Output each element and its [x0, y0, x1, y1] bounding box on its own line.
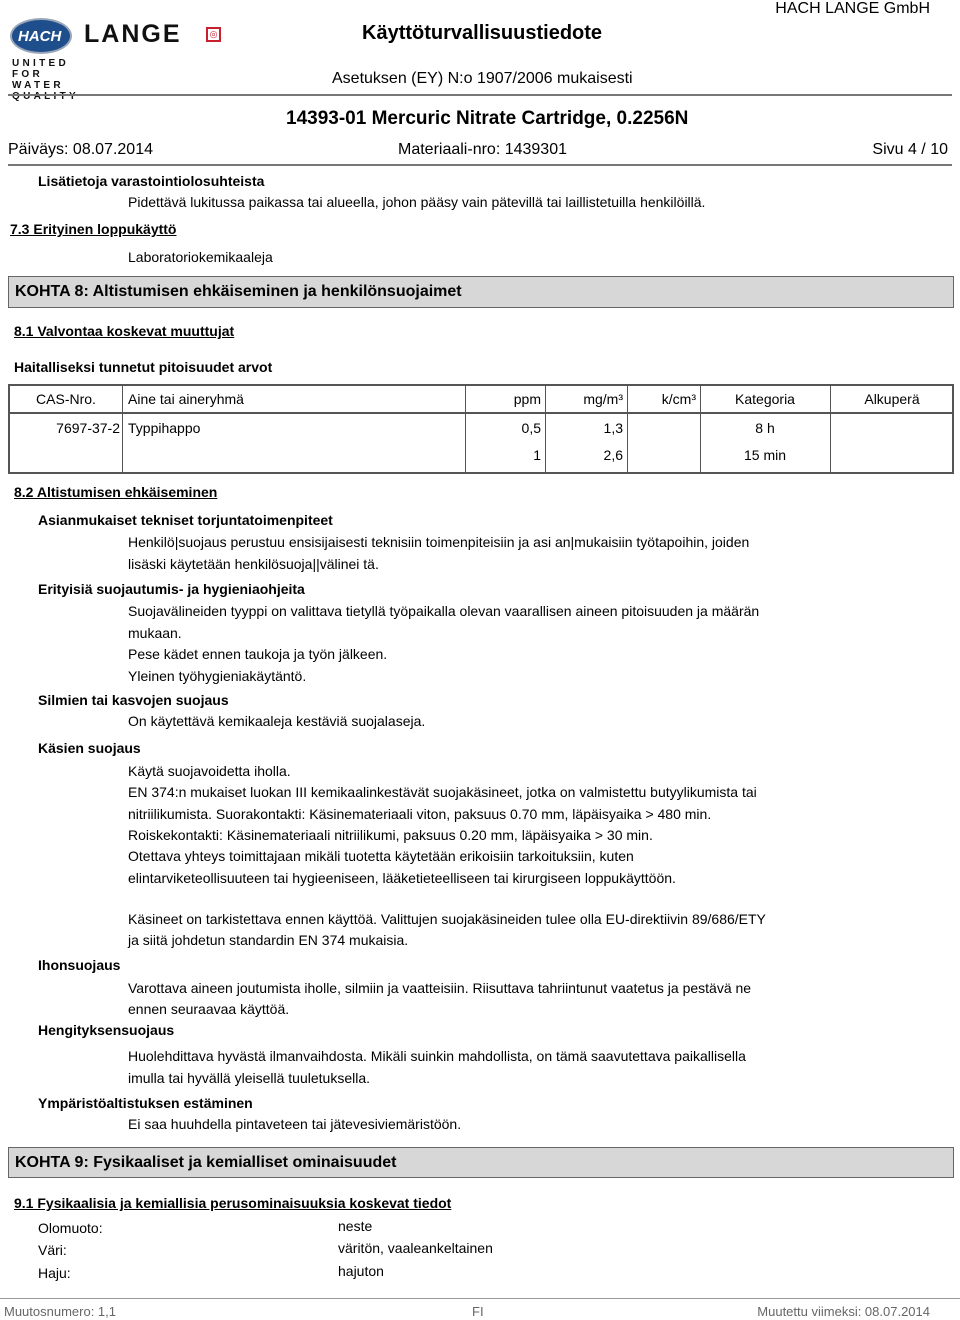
- cell-category: 8 h: [755, 420, 775, 436]
- cell-ppm: 0,5: [521, 420, 541, 436]
- end-use-heading: 7.3 Erityinen loppukäyttö: [10, 221, 177, 237]
- prop-label: Väri:: [38, 1242, 67, 1258]
- hand-line: Roiskekontakti: Käsinemateriaali nitriilikumi, paksuus 0.20 mm, läpäisyaika > 30 min.: [128, 827, 653, 843]
- eye-text: On käytettävä kemikaaleja kestäviä suojalaseja.: [128, 713, 426, 729]
- header-divider: [8, 94, 952, 96]
- end-use-text: Laboratoriokemikaaleja: [128, 249, 273, 265]
- limits-heading: Haitalliseksi tunnetut pitoisuudet arvot: [14, 359, 273, 375]
- respiratory-line: imulla tai hyvällä yleisellä tuuletuksella.: [128, 1070, 371, 1086]
- respiratory-heading: Hengityksensuojaus: [38, 1022, 175, 1038]
- storage-text: Pidettävä lukitussa paikassa tai alueella, johon pääsy vain pätevillä tai laillistetuilla henkilöillä.: [128, 194, 706, 210]
- hand-heading: Käsien suojaus: [38, 740, 141, 756]
- prop-value: hajuton: [338, 1263, 384, 1279]
- table-header-mg: mg/m³: [583, 391, 623, 407]
- hach-logo-icon: [10, 18, 72, 54]
- cell-category: 15 min: [743, 447, 787, 463]
- company-name: HACH LANGE GmbH: [775, 0, 930, 17]
- section-8-2-heading: 8.2 Altistumisen ehkäiseminen: [14, 484, 218, 500]
- hygiene-line: Yleinen työhygieniakäytäntö.: [128, 668, 307, 684]
- footer-modified: Muutettu viimeksi: 08.07.2014: [757, 1304, 930, 1319]
- logo-brand-name: LANGE: [84, 20, 182, 48]
- material-number: Materiaali-nro: 1439301: [398, 141, 567, 158]
- section-9-title: KOHTA 9: Fysikaaliset ja kemialliset ominaisuudet: [8, 1147, 954, 1178]
- tech-line: Henkilö|suojaus perustuu ensisijaisesti teknisiin toimenpiteisiin ja asi an|mukaisiin työtapoihin, joiden: [128, 534, 750, 550]
- page-number: Sivu 4 / 10: [872, 141, 948, 158]
- hand-line: Käytä suojavoidetta iholla.: [128, 763, 291, 779]
- table-header-substance: Aine tai aineryhmä: [128, 391, 244, 407]
- environment-text: Ei saa huuhdella pintaveteen tai jätevesiviemäristöön.: [128, 1116, 462, 1132]
- footer-language: FI: [472, 1304, 484, 1319]
- hygiene-line: Pese kädet ennen taukoja ja työn jälkeen.: [128, 646, 388, 662]
- prop-value: neste: [338, 1218, 373, 1234]
- footer-divider: [0, 1298, 960, 1299]
- respiratory-line: Huolehdittava hyvästä ilmanvaihdosta. Mikäli suinkin mahdollista, on tämä saavutettava paikallisella: [128, 1048, 746, 1064]
- hand-line: EN 374:n mukaiset luokan III kemikaalinkestävät suojakäsineet, jotka on valmistettu butyylikumista tai: [128, 784, 757, 800]
- lange-mark-icon: ◎: [206, 27, 221, 42]
- hand-line: Otettava yhteys toimittajaan mikäli tuotetta käytetään erikoisiin tarkoituksiin, kuten: [128, 848, 634, 864]
- product-title: 14393-01 Mercuric Nitrate Cartridge, 0.2256N: [286, 108, 689, 129]
- section-8-title: KOHTA 8: Altistumisen ehkäiseminen ja henkilönsuojaimet: [8, 276, 954, 308]
- prop-label: Haju:: [38, 1265, 71, 1281]
- cell-substance: Typpihappo: [128, 420, 201, 436]
- cell-mg: 1,3: [603, 420, 623, 436]
- cell-cas: 7697-37-2: [56, 420, 120, 436]
- hand-line: ja siitä johdetun standardin EN 374 mukaisia.: [128, 932, 409, 948]
- header-row-divider: [10, 412, 952, 414]
- hand-line: nitriilikumista. Suorakontakti: Käsinemateriaali viton, paksuus 0.70 mm, läpäisyaika > 480 min.: [128, 806, 712, 822]
- regulation-line: Asetuksen (EY) N:o 1907/2006 mukaisesti: [332, 70, 633, 87]
- doc-date: Päiväys: 08.07.2014: [8, 141, 153, 158]
- storage-heading: Lisätietoja varastointiolosuhteista: [38, 173, 265, 189]
- col-divider: [122, 386, 123, 472]
- section-9-1-heading: 9.1 Fysikaalisia ja kemiallisia perusominaisuuksia koskevat tiedot: [14, 1195, 452, 1211]
- eye-heading: Silmien tai kasvojen suojaus: [38, 692, 229, 708]
- hygiene-heading: Erityisiä suojautumis- ja hygieniaohjeita: [38, 581, 305, 597]
- prop-value: väritön, vaaleankeltainen: [338, 1240, 493, 1256]
- header-divider-2: [8, 164, 952, 166]
- hand-line: Käsineet on tarkistettava ennen käyttöä. Valittujen suojakäsineiden tulee olla EU-direktiivin 89/686/ETY: [128, 911, 766, 927]
- table-header-category: Kategoria: [735, 391, 795, 407]
- table-header-origin: Alkuperä: [864, 391, 920, 407]
- section-8-1-heading: 8.1 Valvontaa koskevat muuttujat: [14, 323, 235, 339]
- footer-revision: Muutosnumero: 1,1: [4, 1304, 117, 1319]
- exposure-limits-table: [8, 384, 954, 474]
- cell-ppm: 1: [533, 447, 541, 463]
- document-title: Käyttöturvallisuustiedote: [362, 22, 603, 44]
- skin-line: Varottava aineen joutumista iholle, silmiin ja vaatteisiin. Riisuttava tahriintunut vaatetus ja pestävä ne: [128, 980, 752, 996]
- table-header-cas: CAS-Nro.: [36, 391, 96, 407]
- cell-mg: 2,6: [603, 447, 623, 463]
- hand-line: elintarviketeollisuuteen tai hygieeniseen, lääketieteelliseen tai kirurgiseen loppukäyttöön.: [128, 870, 676, 886]
- prop-label: Olomuoto:: [38, 1220, 103, 1236]
- table-header-kcm: k/cm³: [661, 391, 696, 407]
- hygiene-line: mukaan.: [128, 625, 182, 641]
- environment-heading: Ympäristöaltistuksen estäminen: [38, 1095, 253, 1111]
- tech-line: lisäski käytetään henkilösuoja||välinei tä.: [128, 556, 379, 572]
- logo-tagline: UNITED FOR WATER QUALITY: [12, 58, 79, 102]
- logo-mark-text: HACH: [18, 28, 62, 45]
- skin-heading: Ihonsuojaus: [38, 957, 121, 973]
- table-header-ppm: ppm: [513, 391, 541, 407]
- skin-line: ennen seuraavaa käyttöä.: [128, 1001, 290, 1017]
- tech-heading: Asianmukaiset tekniset torjuntatoimenpiteet: [38, 512, 333, 528]
- hygiene-line: Suojavälineiden tyyppi on valittava tietyllä työpaikalla olevan vaarallisen aineen pitoisuuden ja määrän: [128, 603, 760, 619]
